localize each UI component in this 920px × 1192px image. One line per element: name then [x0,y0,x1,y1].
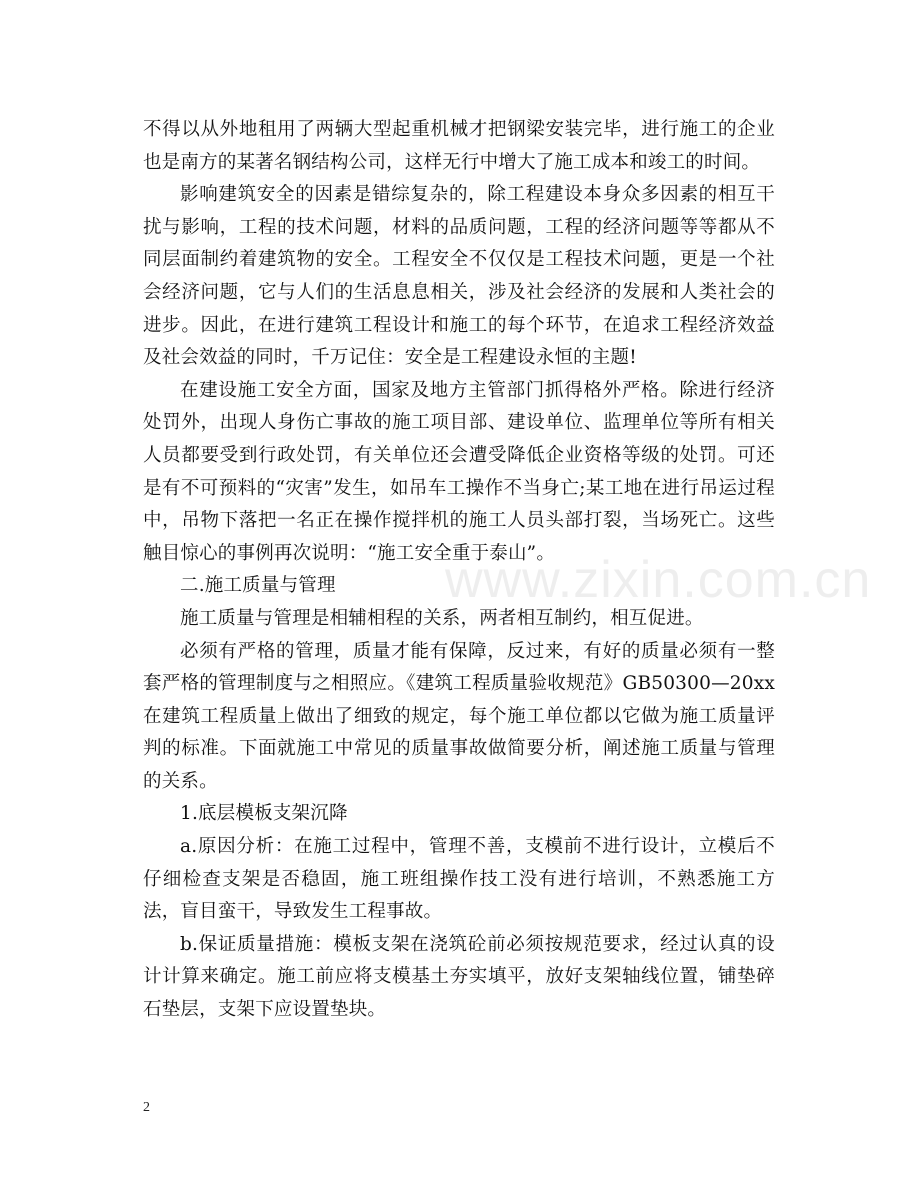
paragraph-quality-relation: 施工质量与管理是相辅相程的关系，两者相互制约，相互促进。 [180,607,704,629]
document-body [143,114,775,1027]
paragraph-safety-management: 在建设施工安全方面，国家及地方主管部门抓得格外严格。除进行经济处罚外，出现人身伤亡事故的施工项目部、建设单位、监理单位等所有相关人员都要受到行政处罚，有关单位还会遭受降低企业资格等级的处罚。可还是有不可预料的“灾害”发生，如吊车工操作不当身亡;某工地在进行吊运过程中，吊物下落把一名正在操作搅拌机的施工人员头部打裂，当场死亡。这些触目惊心的事例再次说明：“施工安全重于泰山”。 [143,379,775,564]
watermark: www.zixin.com.cn [445,551,872,609]
paragraph-safety-factors: 影响建筑安全的因素是错综复杂的，除工程建设本身众多因素的相互干扰与影响，工程的技术问题，材料的品质问题，工程的经济问题等等都从不同层面制约着建筑物的安全。工程安全不仅仅是工程技术问题，更是一个社会经济问题，它与人们的生活息息相关，涉及社会经济的发展和人类社会的进步。因此，在进行建筑工程设计和施工的每个环节，在追求工程经济效益及社会效益的同时，千万记住：安全是工程建设永恒的主题! [143,184,775,369]
section-heading-quality: 二.施工质量与管理 [180,575,336,597]
page-number: 2 [143,1100,150,1115]
paragraph-cause-analysis: a.原因分析：在施工过程中，管理不善，支模前不进行设计，立模后不仔细检查支架是否稳固，施工班组操作技工没有进行培训，不熟悉施工方法，盲目蛮干，导致发生工程事故。 [143,836,775,923]
subheading-formwork-settlement: 1.底层模板支架沉降 [180,803,348,825]
paragraph-continuation: 不得以从外地租用了两辆大型起重机械才把钢梁安装完毕，进行施工的企业也是南方的某著名钢结构公司，这样无行中增大了施工成本和竣工的时间。 [143,119,775,173]
paragraph-quality-measures: b.保证质量措施：模板支架在浇筑砼前必须按规范要求，经过认真的设计计算来确定。施工前应将支模基土夯实填平，放好支架轴线位置，铺垫碎石垫层，支架下应设置垫块。 [143,933,775,1021]
paragraph-quality-standard: 必须有严格的管理，质量才能有保障，反过来，有好的质量必须有一整套严格的管理制度与之相照应。《建筑工程质量验收规范》GB50300—20xx在建筑工程质量上做出了细致的规定，每个施工单位都以它做为施工质量评判的标准。下面就施工中常见的质量事故做简要分析，阐述施工质量与管理的关系。 [143,640,775,792]
